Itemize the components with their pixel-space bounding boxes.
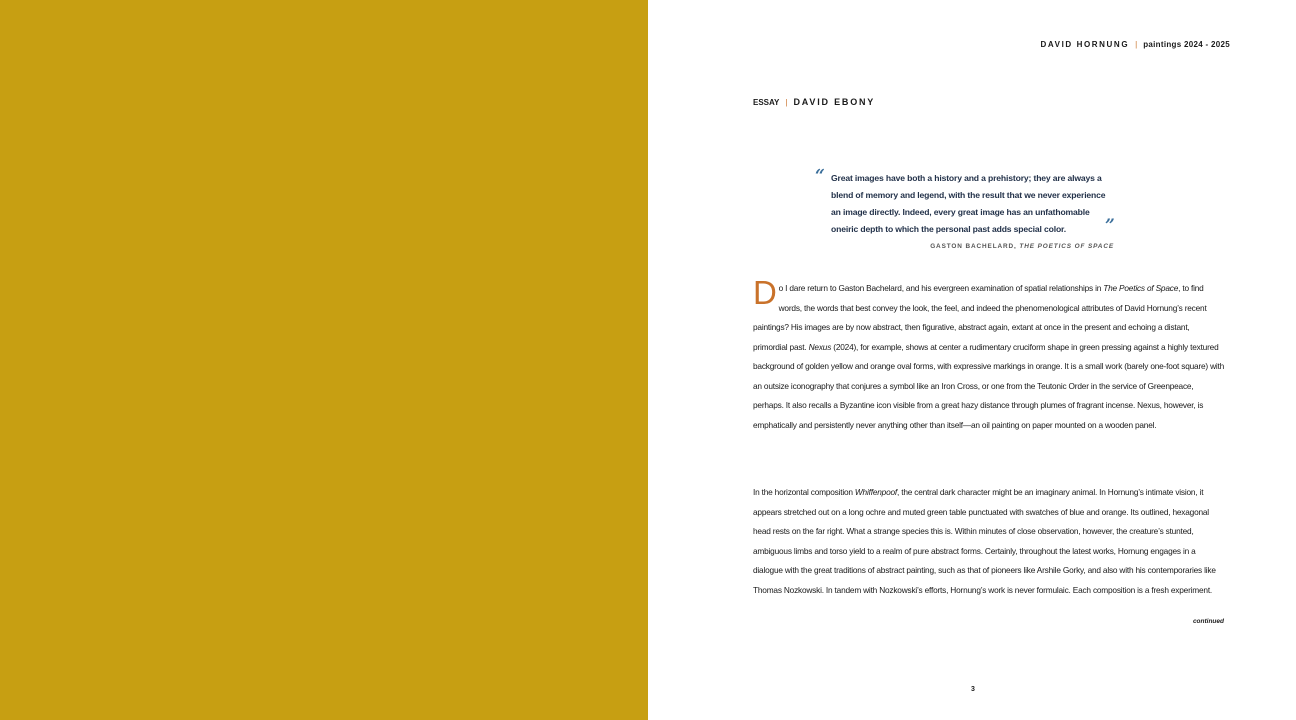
body-paragraph-1: [753, 274, 1225, 435]
p1-text-1: o I dare return to Gaston Bachelard, and his evergreen examination of spatial relationships in: [778, 283, 1104, 293]
text-page: [648, 0, 1296, 720]
essay-separator: |: [785, 98, 788, 107]
epigraph-text: Great images have both a history and a prehistory; they are always a blend of memory and legend, with the result that we never experience an image directly. Indeed, every great image has an unfathomable oneiric depth to which the personal past adds special color.: [831, 173, 1106, 234]
continued-note: continued: [1192, 618, 1224, 625]
attribution-name: GASTON BACHELARD,: [930, 243, 1017, 250]
close-quote-mark: ”: [1105, 216, 1115, 236]
header-artist: DAVID HORNUNG: [1040, 40, 1130, 49]
open-quote-mark: “: [815, 166, 825, 186]
p1-text-3: (2024), for example, shows at center a rudimentary cruciform shape in green pressing against a highly textured background of golden yellow and orange oval forms, with expressive markings in orange. It is a small work (barely one-foot square) with an outsize iconography that conjures a symbol like an Iron Cross, or one from the Teutonic Order in the service of Greenpeace, perhaps. It also recalls a Byzantine icon visible from a great hazy distance through plumes of fragrant incense. Nexus, however, is emphatically and persistently never anything other than itself—an oil painting on paper mounted on a wooden panel.: [753, 341, 1225, 430]
essay-byline: [753, 97, 875, 107]
p2-text-1: In the horizontal composition: [753, 487, 855, 497]
epigraph-quote: [815, 166, 1116, 238]
p1-title-poetics: The Poetics of Space: [1103, 283, 1179, 293]
attribution-book: THE POETICS OF SPACE: [1019, 243, 1114, 250]
epigraph-attribution: [831, 243, 1114, 250]
p2-title-whiffenpoof: Whiffenpoof: [854, 487, 897, 497]
body-paragraph-2: [753, 483, 1225, 600]
header-separator: |: [1135, 40, 1138, 49]
running-header: [1040, 40, 1230, 49]
essay-label: ESSAY: [753, 98, 780, 107]
page-number: 3: [971, 686, 975, 693]
p1-title-nexus: Nexus: [808, 341, 832, 352]
essay-author: DAVID EBONY: [793, 97, 876, 107]
p2-text-2: , the central dark character might be an imaginary animal. In Hornung’s intimate vision, it appears stretched out on a long ochre and muted green table punctuated with swatches of blue and orange. Its outlined, hexagonal head rests on the far right. What a strange species this is. Within minutes of close observation, however, the creature’s stunted, ambiguous limbs and torso yield to a realm of pure abstract forms. Certainly, throughout the latest works, Hornung engages in a dialogue with the great traditions of abstract painting, such as that of pioneers like Arshile Gorky, and also with his contemporaries like Thomas Nozkowski. In tandem with Nozkowski’s efforts, Hornung’s work is never formulaic. Each composition is a fresh experiment.: [753, 487, 1216, 595]
header-subtitle: paintings 2024 - 2025: [1143, 40, 1230, 49]
p1-text-2: , to find words, the words that best convey the look, the feel, and indeed the phenomenological attributes of David Hornung’s recent paintings? His images are by now abstract, then figurative, abstract again, extant at once in the present and echoing a distant, primordial past.: [753, 283, 1207, 352]
drop-cap: D: [753, 274, 777, 311]
